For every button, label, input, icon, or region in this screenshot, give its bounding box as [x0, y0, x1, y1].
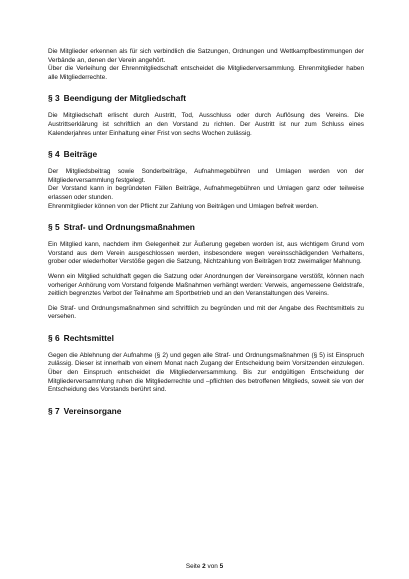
- section-heading-5: [48, 222, 364, 232]
- paragraph: Die Mitglieder erkennen als für sich verbindlich die Satzungen, Ordnungen und Wettkampfbestimmungen der Verbände an, denen der Verein angehört.: [48, 48, 364, 64]
- paragraph: Die Straf- und Ordnungsmaßnahmen sind schriftlich zu begründen und mit der Angabe des Rechtsmittels zu versehen.: [48, 304, 364, 321]
- paragraph: Über die Verleihung der Ehrenmitgliedschaft entscheidet die Mitgliederversammlung. Ehrenmitglieder haben alle Mitgliederrechte.: [48, 65, 364, 81]
- section-heading-6: [48, 333, 364, 343]
- paragraph: Der Mitgliedsbeitrag sowie Sonderbeiträge, Aufnahmegebühren und Umlagen werden von der Mitgliederversammlung festgelegt.: [48, 168, 364, 184]
- section-heading-7: [48, 406, 364, 416]
- page-label: Seite: [185, 563, 201, 570]
- section-title: Straf- und Ordnungsmaßnahmen: [63, 222, 195, 233]
- total-page-count: 5: [219, 563, 224, 570]
- section-number: § 6: [48, 332, 60, 343]
- section-number: § 3: [48, 93, 60, 104]
- section-number: § 7: [48, 405, 60, 416]
- page-content: [48, 48, 364, 416]
- paragraph: Die Mitgliedschaft erlischt durch Austritt, Tod, Ausschluss oder durch Auflösung des Vereins. Die Austrittserklärung ist schriftlich an den Vorstand zu richten. Der Austritt ist nur zum Schluss eines Kalenderjahres unter Einhaltung einer Frist von sechs Wochen zulässig.: [48, 112, 364, 137]
- page-footer: [0, 563, 409, 571]
- paragraph: Ehrenmitglieder können von der Pflicht zur Zahlung von Beiträgen und Umlagen befreit werden.: [48, 202, 319, 210]
- section-number: § 4: [48, 149, 60, 160]
- section-title: Rechtsmittel: [63, 332, 114, 343]
- paragraph: Der Vorstand kann in begründeten Fällen Beiträge, Aufnahmegebühren und Umlagen ganz oder teilweise erlassen oder stunden.: [48, 185, 364, 201]
- section-title: Beiträge: [63, 149, 98, 160]
- current-page-number: 2: [202, 563, 206, 570]
- paragraph: Wenn ein Mitglied schuldhaft gegen die Satzung oder Anordnungen der Vereinsorgane verstößt, können nach vorheriger Anhörung vom Vorstand folgende Maßnahmen verhängt werden: Verweis, angemessene Geldstrafe, zeitlich begrenztes Verbot der Teilnahme am Sportbetrieb und an den Veranstaltungen des Vereins.: [48, 272, 364, 298]
- section-heading-4: [48, 149, 364, 159]
- section-title: Vereinsorgane: [63, 405, 122, 416]
- section-number: § 5: [48, 222, 60, 233]
- section-title: Beendigung der Mitgliedschaft: [63, 93, 187, 104]
- section-heading-3: [48, 93, 364, 103]
- paragraph: Ein Mitglied kann, nachdem ihm Gelegenheit zur Äußerung gegeben worden ist, aus wichtigem Grund vom Vorstand aus dem Verein ausgeschlossen werden, insbesondere wegen vereinsschädigenden Verhaltens, grober oder wiederholter Verstöße gegen die Satzung, Nichtzahlung von Beiträgen trotz zweimaliger Mahnung.: [48, 241, 364, 266]
- paragraph: Gegen die Ablehnung der Aufnahme (§ 2) und gegen alle Straf- und Ordnungsmaßnahmen (§ 5) ist Einspruch zulässig. Dieser ist innerhalb von einem Monat nach Zugang der Entscheidung beim Vorsitzenden einzulegen. Über den Einspruch entscheidet die Mitgliederversammlung. Bis zur endgültigen Entscheidung der Mitgliederversammlung ruhen die Mitgliederrechte und –pflichten des betroffenen Mitglieds, soweit sie von der Entscheidung des Vorstands berührt sind.: [48, 351, 364, 394]
- page-separator: von: [207, 563, 218, 570]
